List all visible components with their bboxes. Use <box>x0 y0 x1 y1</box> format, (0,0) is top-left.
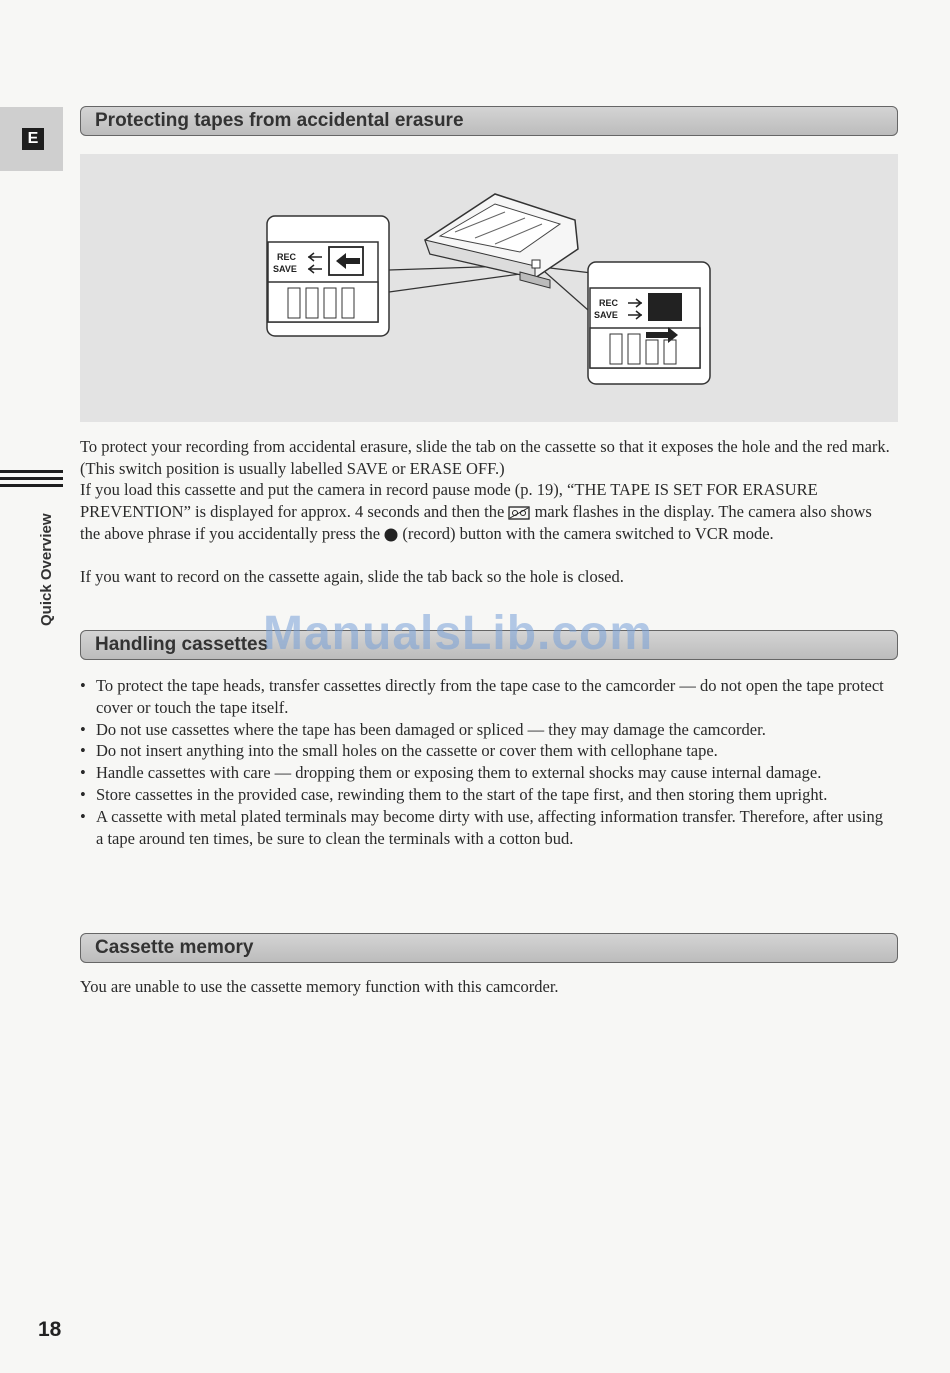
language-tab <box>0 107 63 171</box>
sidebar-section-label: Quick Overview <box>38 513 55 626</box>
protect-paragraph-2 <box>80 479 894 544</box>
cassette-diagram <box>80 154 898 422</box>
tape-protect-icon <box>508 506 530 520</box>
sidebar-rule <box>0 477 63 480</box>
sidebar-rule <box>0 484 63 487</box>
section-header-memory <box>80 933 898 963</box>
right-tab-slot <box>648 293 682 321</box>
page-number: 18 <box>38 1318 62 1341</box>
protect-paragraph-2a: If you load this cassette and put the camera in record pause mode (p. 19), “THE TAPE IS SET FOR ERASURE PREVENTION” is displayed for approx. 4 seconds and then the <box>80 480 818 521</box>
right-rec-label: REC <box>599 298 619 308</box>
list-item: • Store cassettes in the provided case, rewinding them to the start of the tape first, and then storing them upright. <box>80 784 894 806</box>
sidebar-rule <box>0 470 63 473</box>
list-item: • Handle cassettes with care — dropping them or exposing them to external shocks may cause internal damage. <box>80 762 894 784</box>
section-title: Handling cassettes <box>95 634 269 655</box>
left-rec-label: REC <box>277 252 297 262</box>
watermark: ManualsLib.com <box>263 607 654 660</box>
list-item: • Do not insert anything into the small holes on the cassette or cover them with cellophane tape. <box>80 740 894 762</box>
section-header-protect <box>80 106 898 136</box>
list-item: • Do not use cassettes where the tape has been damaged or spliced — they may damage the camcorder. <box>80 719 894 741</box>
protect-paragraph-3: If you want to record on the cassette again, slide the tab back so the hole is closed. <box>80 567 624 586</box>
cassette-illustration <box>80 154 898 422</box>
cassette-icon <box>425 194 578 288</box>
list-item: • To protect the tape heads, transfer cassettes directly from the tape case to the camcorder — do not open the tape protect cover or touch the tape itself. <box>80 675 894 719</box>
section-title: Cassette memory <box>95 937 254 958</box>
handling-list <box>80 675 894 849</box>
language-tab-label: E <box>22 128 44 150</box>
list-item: • A cassette with metal plated terminals may become dirty with use, affecting information transfer. Therefore, after using a tape around ten times, be sure to clean the terminals with a cotton bud. <box>80 806 894 850</box>
protect-paragraph-2c: (record) button with the camera switched to VCR mode. <box>402 523 774 543</box>
section-title: Protecting tapes from accidental erasure <box>95 110 464 131</box>
protect-paragraph-1: To protect your recording from accidental erasure, slide the tab on the cassette so that it exposes the hole and the red mark. (This switch position is usually labelled SAVE or ERASE OFF.) <box>80 437 890 478</box>
protect-paragraph-2b: mark flashes in the display. The camera also shows the above phrase if you accidentally press the <box>80 501 872 543</box>
left-save-label: SAVE <box>273 264 297 274</box>
right-save-label: SAVE <box>594 310 618 320</box>
memory-paragraph: You are unable to use the cassette memory function with this camcorder. <box>80 977 559 996</box>
record-dot-icon <box>384 528 398 542</box>
